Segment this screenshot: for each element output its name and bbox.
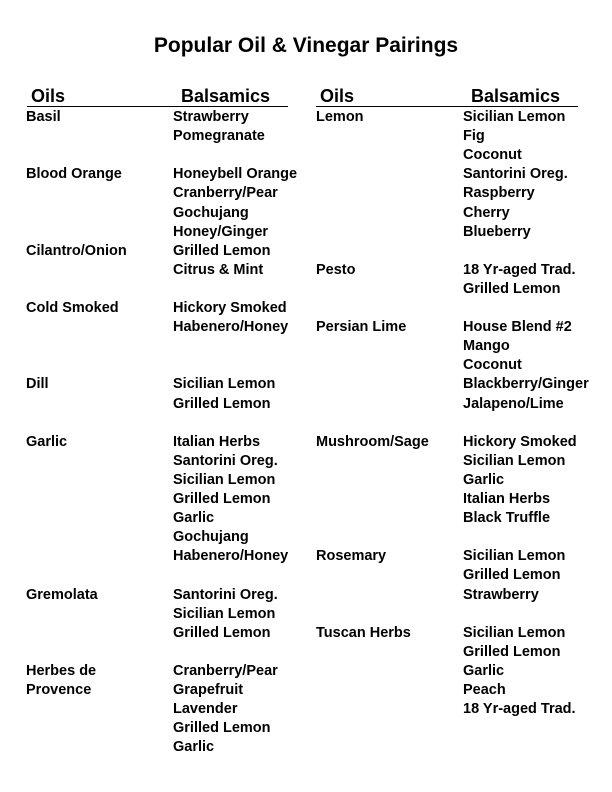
oil-name: Mushroom/Sage: [316, 433, 429, 450]
oil-name: Provence: [26, 682, 92, 698]
balsamic-pairing: Santorini Oreg.: [463, 166, 568, 183]
balsamic-pairing: Coconut: [463, 147, 522, 164]
header-rule-right: [316, 106, 578, 107]
balsamic-pairing: Coconut: [463, 357, 522, 374]
balsamic-pairing: Sicilian Lemon: [173, 605, 276, 622]
balsamic-pairing: Santorini Oreg.: [173, 452, 278, 469]
header-balsamics-right: Balsamics: [471, 86, 561, 106]
balsamic-pairing: Gochujang: [173, 529, 249, 546]
balsamic-pairing: Grilled Lemon: [173, 395, 271, 412]
balsamic-pairing: 18 Yr-aged Trad.: [463, 261, 576, 278]
balsamic-pairing: Garlic: [463, 471, 505, 488]
balsamic-pairing: House Blend #2: [463, 319, 572, 336]
balsamic-pairing: Garlic: [463, 662, 505, 679]
balsamic-pairing: Cranberry/Pear: [173, 185, 278, 202]
balsamic-pairing: Mango: [463, 338, 510, 355]
balsamic-pairing: Sicilian Lemon: [463, 624, 566, 641]
page-title: Popular Oil & Vinegar Pairings: [153, 34, 459, 57]
header-oils-left: Oils: [31, 86, 66, 106]
balsamic-pairing: Sicilian Lemon: [173, 376, 276, 393]
oil-name: Tuscan Herbs: [316, 624, 411, 641]
oil-name: Blood Orange: [26, 166, 122, 183]
balsamic-pairing: Garlic: [173, 739, 215, 756]
balsamic-pairing: Pomegranate: [173, 128, 265, 145]
balsamic-pairing: Blackberry/Ginger: [463, 376, 589, 393]
oil-name: Cilantro/Onion: [26, 242, 127, 259]
balsamic-pairing: Grilled Lemon: [463, 567, 561, 584]
balsamic-pairing: Sicilian Lemon: [463, 109, 566, 125]
balsamic-pairing: Strawberry: [463, 586, 539, 603]
balsamic-pairing: Grilled Lemon: [173, 624, 271, 641]
balsamic-pairing: Grapefruit: [173, 682, 244, 698]
balsamic-pairing: Blueberry: [463, 223, 531, 240]
balsamic-pairing: Sicilian Lemon: [173, 471, 276, 488]
balsamic-pairing: Italian Herbs: [463, 491, 551, 507]
balsamic-pairing: Fig: [463, 128, 485, 145]
balsamic-pairing: Cherry: [463, 204, 510, 221]
balsamic-pairing: Hickory Smoked: [173, 300, 287, 316]
balsamic-pairing: Honey/Ginger: [173, 223, 269, 240]
balsamic-pairing: Grilled Lemon: [173, 491, 271, 507]
oil-name: Persian Lime: [316, 319, 407, 336]
balsamic-pairing: Black Truffle: [463, 510, 551, 527]
balsamic-pairing: Cranberry/Pear: [173, 662, 278, 679]
balsamic-pairing: Honeybell Orange: [173, 166, 298, 183]
balsamic-pairing: Grilled Lemon: [463, 643, 561, 660]
balsamic-pairing: Raspberry: [463, 185, 535, 202]
balsamic-pairing: Lavender: [173, 701, 238, 718]
balsamic-pairing: Hickory Smoked: [463, 433, 577, 450]
balsamic-pairing: Sicilian Lemon: [463, 452, 566, 469]
oil-name: Lemon: [316, 109, 364, 125]
oil-name: Cold Smoked: [26, 300, 119, 316]
header-oils-right: Oils: [320, 86, 355, 106]
oil-name: Garlic: [26, 433, 68, 450]
balsamic-pairing: Habenero/Honey: [173, 319, 289, 336]
balsamic-pairing: Grilled Lemon: [173, 242, 271, 259]
oil-name: Dill: [26, 376, 49, 393]
balsamic-pairing: Strawberry: [173, 109, 249, 125]
balsamic-pairing: Citrus & Mint: [173, 261, 264, 278]
header-balsamics-left: Balsamics: [181, 86, 271, 106]
balsamic-pairing: Sicilian Lemon: [463, 548, 566, 565]
oil-name: Rosemary: [316, 548, 387, 565]
balsamic-pairing: Santorini Oreg.: [173, 586, 278, 603]
oil-name: Gremolata: [26, 586, 98, 603]
balsamic-pairing: Peach: [463, 682, 506, 698]
balsamic-pairing: Jalapeno/Lime: [463, 395, 564, 412]
balsamic-pairing: Grilled Lemon: [463, 280, 561, 297]
balsamic-pairing: Grilled Lemon: [173, 720, 271, 737]
balsamic-pairing: Habenero/Honey: [173, 548, 289, 565]
header-rule-left: [27, 106, 288, 107]
balsamic-pairing: Italian Herbs: [173, 433, 261, 450]
balsamic-pairing: Garlic: [173, 510, 215, 527]
oil-name: Pesto: [316, 261, 356, 278]
balsamic-pairing: Gochujang: [173, 204, 249, 221]
oil-name: Herbes de: [26, 662, 97, 679]
balsamic-pairing: 18 Yr-aged Trad.: [463, 701, 576, 718]
oil-name: Basil: [26, 109, 61, 125]
